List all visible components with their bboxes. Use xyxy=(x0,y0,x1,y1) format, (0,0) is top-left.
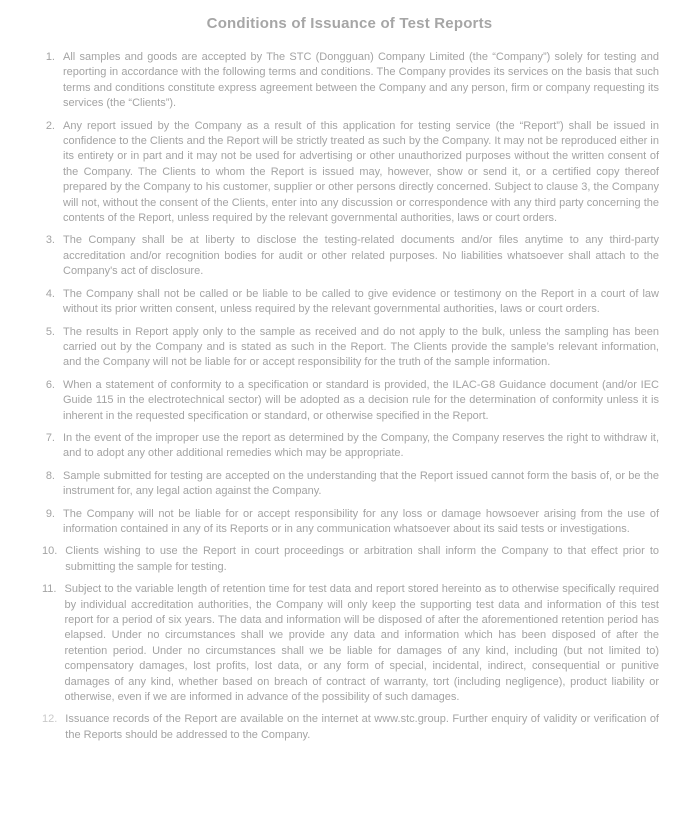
condition-text: Any report issued by the Company as a result of this application for testing service (the “Report”) shall be issued in confidence to the Clients and the Report will be strictly treated as such by the Company. It may not be reproduced either in its entirety or in part and it may not be used for advertising or other unauthorized purposes without the written consent of the Company. The Clients to whom the Report is issued may, however, show or send it, or a certified copy thereof prepared by the Company to his customer, supplier or other persons directly concerned. Subject to clause 3, the Company will not, without the consent of the Clients, enter into any discussion or correspondence with any third party concerning the contents of the Report, unless required by the relevant governmental authorities, laws or court orders. xyxy=(63,119,659,225)
condition-item-12 xyxy=(42,712,659,743)
condition-item-2 xyxy=(42,119,659,227)
condition-number: 7. xyxy=(45,431,55,444)
condition-number: 12. xyxy=(42,713,58,726)
condition-text: Sample submitted for testing are accepted on the understanding that the Report issued cannot form the basis of, or be the instrument for, any legal action against the Company. xyxy=(63,469,659,498)
condition-text: All samples and goods are accepted by The STC (Dongguan) Company Limited (the “Company”) solely for testing and reporting in accordance with the following terms and conditions. The Company provides its services on the basis that such terms and conditions constitute express agreement between the Company and any person, firm or company requesting its services (the “Clients”). xyxy=(63,51,659,110)
condition-item-8 xyxy=(42,469,659,500)
condition-item-6 xyxy=(42,378,659,424)
condition-text: When a statement of conformity to a specification or standard is provided, the ILAC-G8 Guidance document (and/or IEC Guide 115 in the electrotechnical sector) will be adopted as a decision rule for the determination of conformity unless it is inherent in the requested specification or standard, or otherwise specified in the Report. xyxy=(63,378,659,422)
condition-item-3 xyxy=(42,233,659,279)
condition-item-10 xyxy=(42,544,659,575)
condition-item-11 xyxy=(42,582,659,705)
condition-item-5 xyxy=(42,325,659,371)
condition-number: 10. xyxy=(42,545,58,558)
condition-number: 9. xyxy=(45,507,55,520)
conditions-list xyxy=(0,50,699,743)
condition-item-7 xyxy=(42,431,659,462)
condition-number: 5. xyxy=(45,325,55,338)
condition-text: In the event of the improper use the report as determined by the Company, the Company reserves the right to withdraw it, and to adopt any other additional remedies which may be appropriate. xyxy=(63,431,659,460)
condition-item-4 xyxy=(42,287,659,318)
condition-text: The Company shall be at liberty to disclose the testing-related documents and/or files anytime to any third-party accreditation and/or recognition bodies for audit or other related purposes. No liabilities whatsoever shall attach to the Company's act of disclosure. xyxy=(63,234,659,278)
condition-text: Subject to the variable length of retention time for test data and report stored hereinto as to otherwise specifically required by individual accreditation authorities, the Company will only keep the supporting test data and information of this test report for a period of six years. The data and information will be disposed of after the aforementioned retention period has elapsed. Under no circumstances shall we provide any data and information which has been disposed of after the retention period. Under no circumstances shall we be liable for damages of any kind, including (but not limited to) compensatory damages, lost profits, lost data, or any form of special, incidental, indirect, consequential or punitive damages of any kind, whether based on breach of contract of warranty, tort (including negligence), product liability or otherwise, even if we are informed in advance of the possibility of such damages. xyxy=(64,583,659,704)
condition-text: The Company will not be liable for or accept responsibility for any loss or damage howsoever arising from the use of information contained in any of its Reports or in any communication whatsoever about its said tests or investigations. xyxy=(63,507,659,535)
condition-item-9 xyxy=(42,507,659,538)
condition-item-1 xyxy=(42,50,659,112)
condition-number: 11. xyxy=(42,583,57,596)
condition-number: 3. xyxy=(45,234,55,247)
condition-number: 4. xyxy=(45,287,55,300)
condition-number: 8. xyxy=(45,469,55,482)
condition-text: The results in Report apply only to the sample as received and do not apply to the bulk, unless the sampling has been carried out by the Company and is stated as such in the Report. The Clients provide the sample’s relevant information, and the Company will not be liable for or accept responsibility for the truth of the sample information. xyxy=(63,325,659,369)
condition-number: 6. xyxy=(45,378,55,391)
page-title: Conditions of Issuance of Test Reports xyxy=(206,15,493,32)
condition-text: Clients wishing to use the Report in court proceedings or arbitration shall inform the Company to that effect prior to submitting the sample for testing. xyxy=(65,545,659,573)
condition-number: 2. xyxy=(45,119,55,132)
condition-text: The Company shall not be called or be liable to be called to give evidence or testimony on the Report in a court of law without its prior written consent, unless required by the relevant governmental authorities, laws or court orders. xyxy=(63,287,659,316)
condition-text: Issuance records of the Report are available on the internet at www.stc.group. Further enquiry of validity or verification of the Reports should be addressed to the Company. xyxy=(65,713,659,741)
condition-number: 1. xyxy=(45,51,55,63)
